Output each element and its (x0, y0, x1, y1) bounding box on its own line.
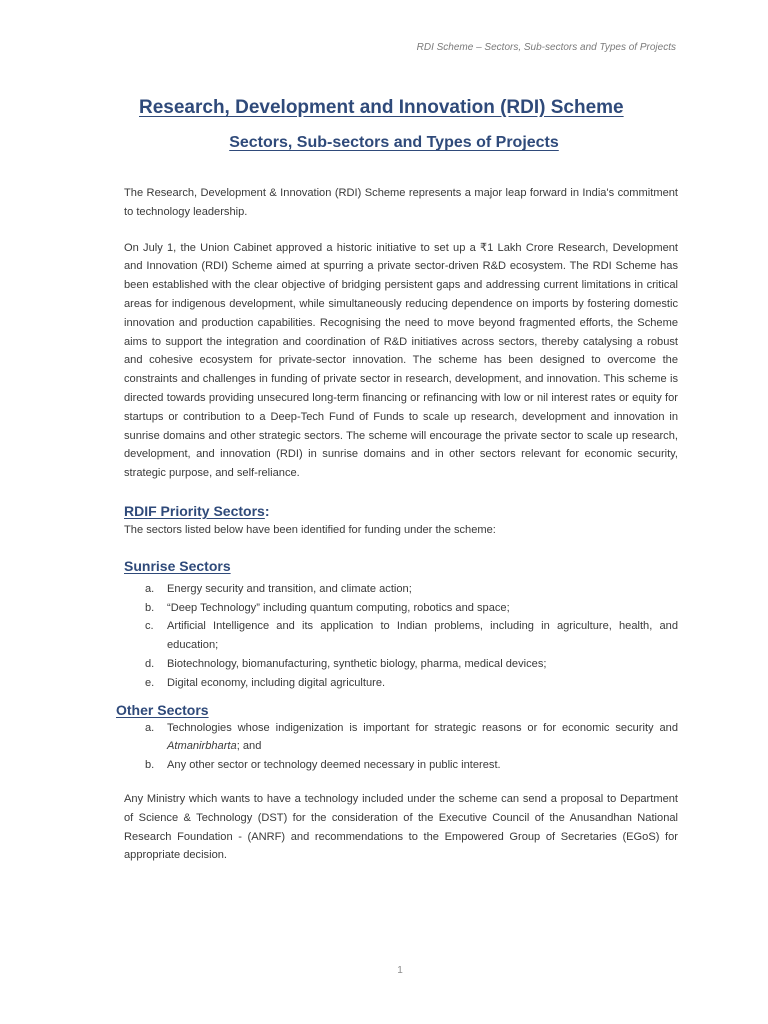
list-marker: a. (145, 721, 155, 734)
list-item-text: Technologies whose indigenization is important for strategic reasons or for economic security and (167, 721, 678, 734)
list-item (124, 756, 678, 775)
sunrise-heading (124, 556, 678, 576)
list-item (124, 655, 678, 674)
list-marker: e. (145, 676, 155, 689)
rdif-heading-colon: : (264, 502, 270, 519)
list-item-italic-term: Atmanirbharta (167, 740, 237, 753)
page-number: 1 (397, 965, 403, 976)
sunrise-list (124, 580, 678, 693)
document-title: Research, Development and Innovation (RDI) Scheme (139, 97, 624, 118)
list-item-text: “Deep Technology” including quantum computing, robotics and space; (167, 601, 510, 614)
list-marker: b. (145, 759, 155, 772)
list-item (124, 617, 678, 655)
sunrise-heading-text: Sunrise Sectors (124, 557, 231, 574)
rdif-heading (124, 501, 678, 521)
list-item-text: Energy security and transition, and climate action; (167, 582, 412, 595)
closing-paragraph: Any Ministry which wants to have a technology included under the scheme can send a proposal to Department of Science & Technology (DST) for the consideration of the Executive Council of the Anusandhan National Research Foundation - (ANRF) and recommendations to the Empowered Group of Secretaries (EGoS) for appropriate decision. (124, 792, 678, 862)
rdif-heading-text: RDIF Priority Sectors (124, 502, 265, 519)
document-body (116, 184, 678, 865)
list-item-text: Biotechnology, biomanufacturing, synthetic biology, pharma, medical devices; (167, 657, 547, 670)
other-sectors-heading-text: Other Sectors (116, 701, 209, 718)
intro-paragraph: The Research, Development & Innovation (RDI) Scheme represents a major leap forward in India's commitment to technology leadership. (124, 187, 678, 218)
list-item-text: Artificial Intelligence and its application to Indian problems, including in agriculture, health, and education; (167, 620, 678, 652)
list-item (124, 674, 678, 693)
running-header: RDI Scheme – Sectors, Sub-sectors and Types of Projects (416, 42, 676, 53)
list-item-text-tail: ; and (236, 740, 262, 753)
list-item-text: Any other sector or technology deemed necessary in public interest. (167, 759, 501, 772)
rdif-intro: The sectors listed below have been identified for funding under the scheme: (124, 523, 496, 536)
document-subtitle: Sectors, Sub-sectors and Types of Projects (229, 134, 559, 151)
list-item (124, 599, 678, 618)
list-marker: a. (145, 582, 155, 595)
list-item (124, 580, 678, 599)
list-item-text: Digital economy, including digital agriculture. (167, 676, 386, 689)
other-sectors-list (124, 719, 678, 775)
list-marker: c. (145, 620, 154, 633)
list-item (124, 719, 678, 757)
background-paragraph: On July 1, the Union Cabinet approved a historic initiative to set up a ₹1 Lakh Crore Research, Development and Innovation (RDI) Scheme aimed at spurring a private sector-driven R&D ecosystem. The RDI Scheme has been established with the clear objective of bridging persistent gaps and addressing current limitations in critical areas for indigenous development, while simultaneously reducing dependence on imports by fostering domestic innovation and production capabilities. Recognising the need to move beyond fragmented efforts, the Scheme aims to support the integration and coordination of R&D initiatives across sectors, thereby catalysing a robust and cohesive ecosystem for private-sector innovation. The scheme has been designed to overcome the constraints and challenges in funding of private sector in research, development, and innovation. This scheme is directed towards providing unsecured long-term financing or refinancing with low or nil interest rates or equity for startups or contribution to a Deep-Tech Fund of Funds to scale up research, development and innovation in sunrise domains and other strategic sectors. The scheme will encourage the private sector to scale up research, development, and innovation (RDI) in sunrise domains and in other sectors relevant for economic security, strategic purpose, and self-reliance. (124, 241, 678, 480)
list-marker: d. (145, 657, 155, 670)
other-sectors-heading (116, 701, 678, 719)
list-marker: b. (145, 601, 155, 614)
